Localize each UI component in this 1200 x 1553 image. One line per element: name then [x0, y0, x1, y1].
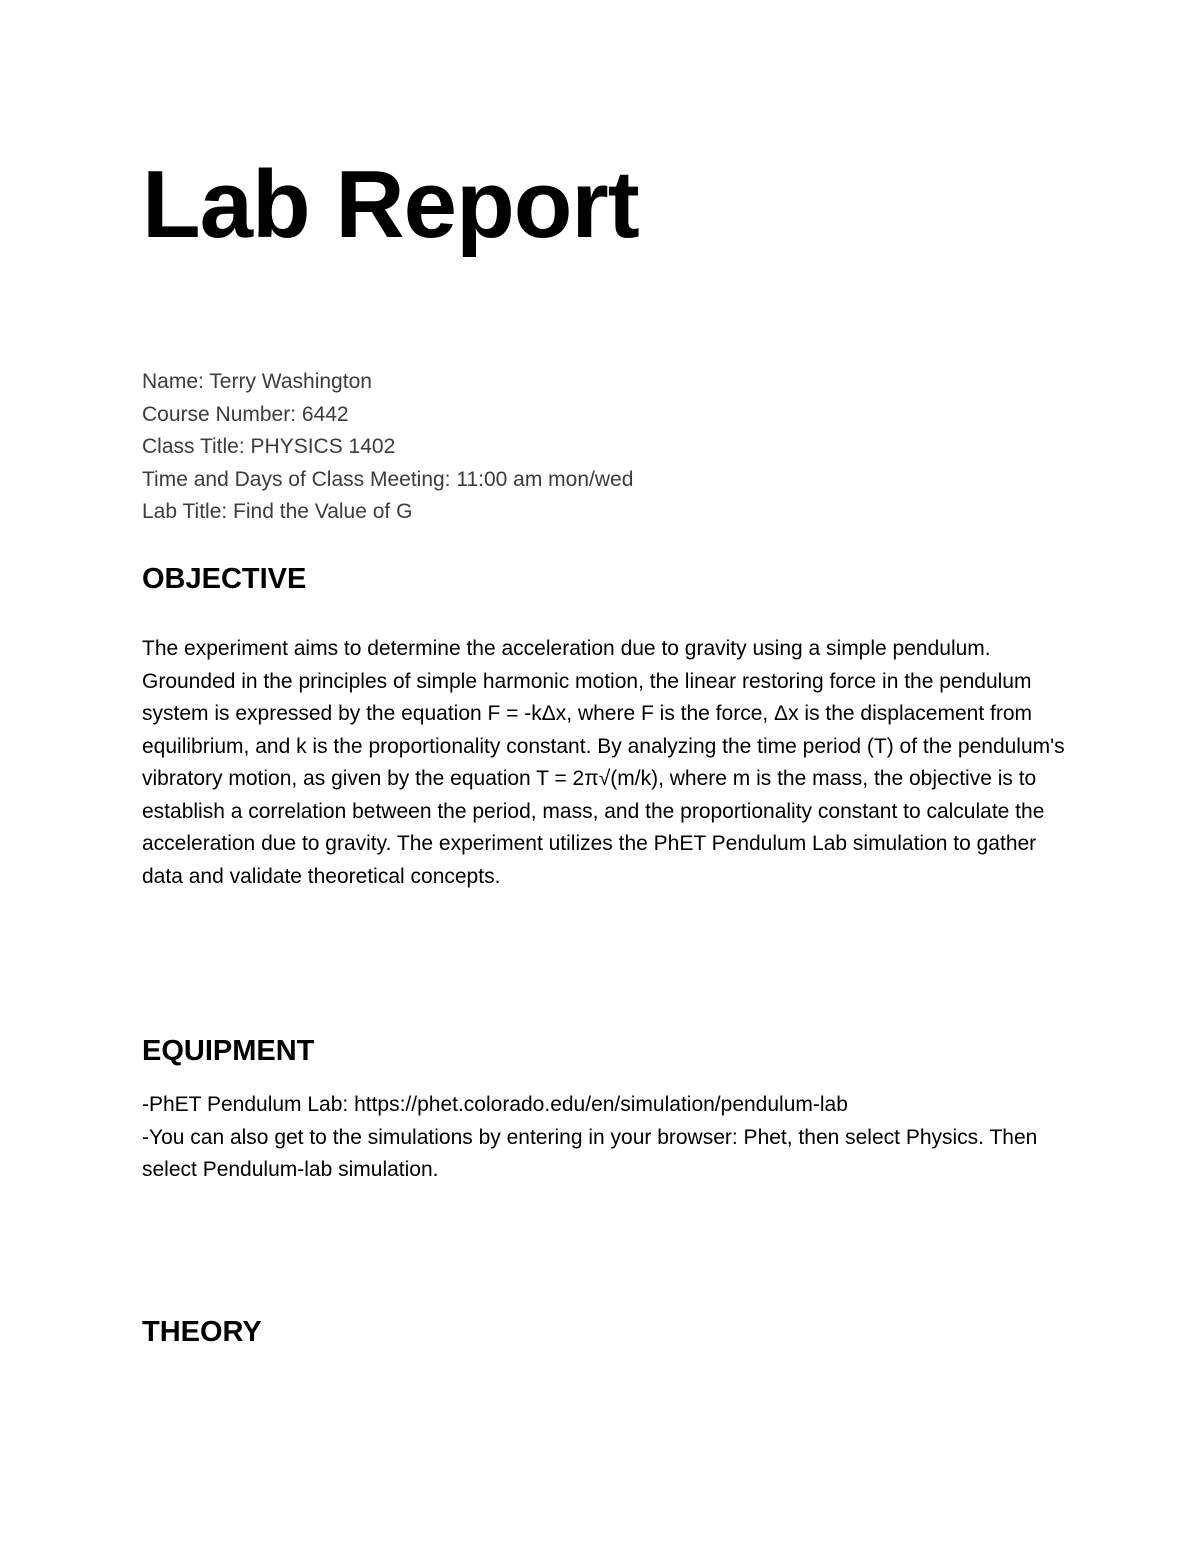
- theory-heading: THEORY: [142, 1316, 262, 1348]
- course-number: Course Number: 6442: [142, 402, 349, 426]
- class-meeting-time: Time and Days of Class Meeting: 11:00 am mon/wed: [142, 467, 634, 491]
- objective-paragraph: The experiment aims to determine the acceleration due to gravity using a simple pendulum. Grounded in the principles of simple harmonic motion, the linear restoring force in the pendulum system is expressed by the equation F = -kΔx, where F is the force, Δx is the displacement from equilibrium, and k is the proportionality constant. By analyzing the time period (T) of the pendulum's vibratory motion, as given by the equation T = 2π√(m/k), where m is the mass, the objective is to establish a correlation between the period, mass, and the proportionality constant to calculate the acceleration due to gravity. The experiment utilizes the PhET Pendulum Lab simulation to gather data and validate theoretical concepts.: [142, 637, 1065, 888]
- equipment-heading: EQUIPMENT: [142, 1035, 315, 1067]
- document-title: Lab Report: [142, 151, 639, 258]
- equipment-item: -PhET Pendulum Lab: https://phet.colorado.edu/en/simulation/pendulum-lab: [142, 1093, 848, 1116]
- equipment-list: [142, 1089, 1042, 1187]
- objective-heading: OBJECTIVE: [142, 563, 307, 595]
- equipment-item: -You can also get to the simulations by entering in your browser: Phet, then select Physics. Then select Pendulum-lab simulation.: [142, 1125, 1038, 1181]
- class-title: Class Title: PHYSICS 1402: [142, 435, 396, 458]
- report-metadata: [142, 366, 633, 529]
- student-name: Name: Terry Washington: [142, 370, 372, 393]
- lab-title: Lab Title: Find the Value of G: [142, 500, 413, 523]
